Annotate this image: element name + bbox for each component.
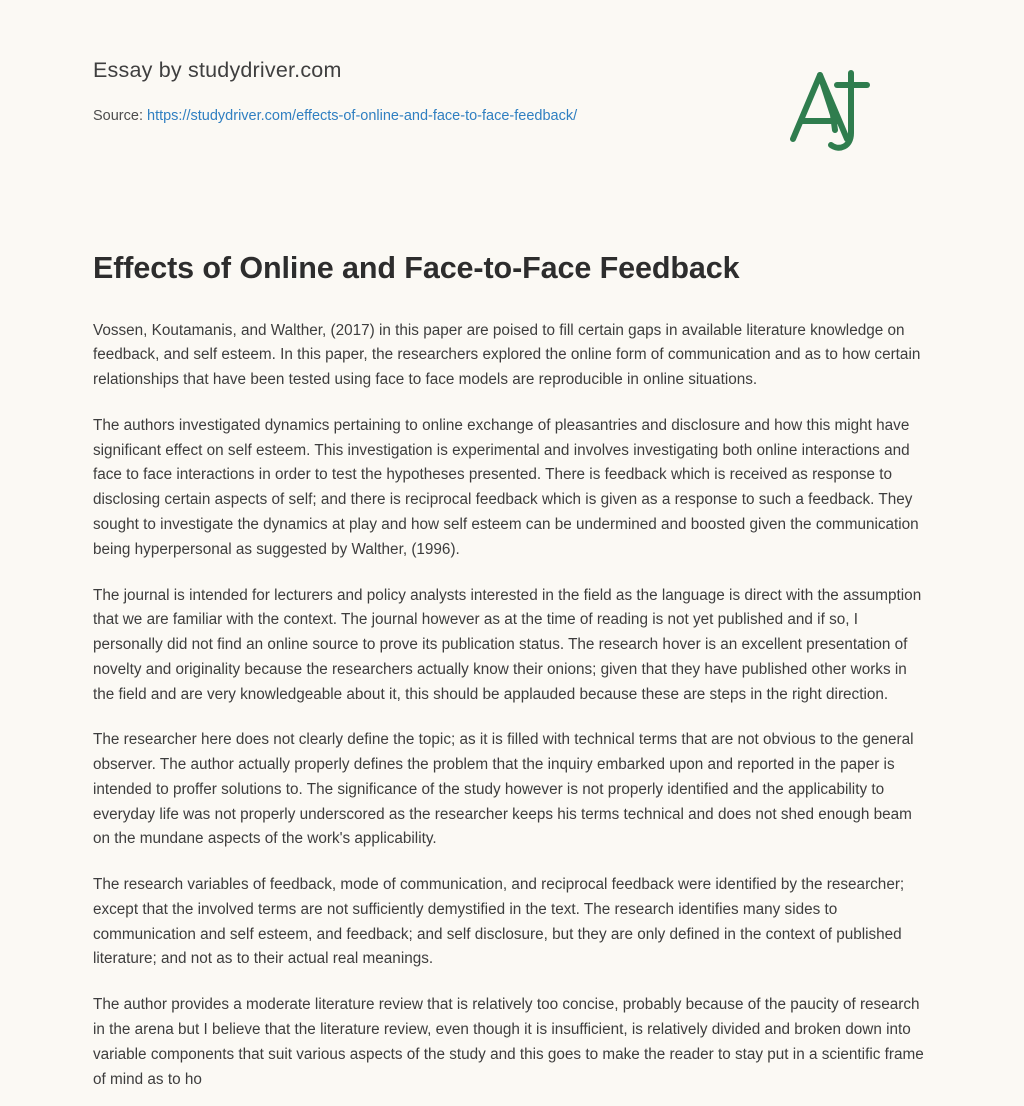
article-paragraph: The journal is intended for lecturers and policy analysts interested in the field as the language is direct with the assumption that we are familiar with the context. The journal however as at the time of reading is not yet published and if so, I personally did not find an online source to prove its publication status. The research hover is an excellent presentation of novelty and originality because the researchers actually know their onions; given that they have published other works in the field and are very knowledgeable about it, this should be applauded because these are steps in the right direction. (93, 586, 922, 703)
article-paragraph: The author provides a moderate literature review that is relatively too concise, probably because of the paucity of research in the arena but I believe that the literature review, even though it is insufficient, is relatively divided and broken down into variable components that suit various aspects of the study and this goes to make the reader to stay put in a scientific frame of mind as to ho (93, 996, 924, 1088)
page-title: Effects of Online and Face-to-Face Feedback (93, 251, 740, 285)
essay-by-prefix: Essay by (93, 58, 189, 82)
brand-name: studydriver.com (188, 58, 342, 82)
source-label: Source: (93, 108, 147, 124)
studydriver-logo-icon (773, 55, 883, 165)
document-header (93, 0, 931, 124)
article-paragraph: The authors investigated dynamics pertaining to online exchange of pleasantries and disclosure and how this might have significant effect on self esteem. This investigation is experimental and involves investigating both online interactions and face to face interactions in order to test the hypotheses presented. There is feedback which is received as response to disclosing certain aspects of self; and there is reciprocal feedback which is given as a response to such a feedback. They sought to investigate the dynamics at play and how self esteem can be undermined and boosted given the communication being hyperpersonal as suggested by Walther, (1996). (93, 416, 919, 558)
article-body (93, 289, 931, 1093)
source-url-link[interactable]: https://studydriver.com/effects-of-online-and-face-to-face-feedback/ (147, 108, 578, 124)
article-paragraph: Vossen, Koutamanis, and Walther, (2017) in this paper are poised to fill certain gaps in available literature knowledge on feedback, and self esteem. In this paper, the researchers explored the online form of communication and as to how certain relationships that have been tested using face to face models are reproducible in online situations. (93, 321, 921, 389)
article-paragraph: The researcher here does not clearly define the topic; as it is filled with technical terms that are not obvious to the general observer. The author actually properly defines the problem that the inquiry embarked upon and reported in the paper is intended to proffer solutions to. The significance of the study however is not properly identified and the applicability to everyday life was not properly underscored as the researcher keeps his terms technical and does not shed enough beam on the mundane aspects of the work's applicability. (93, 731, 914, 848)
article-paragraph: The research variables of feedback, mode of communication, and reciprocal feedback were identified by the researcher; except that the involved terms are not sufficiently demystified in the text. The research identifies many sides to communication and self esteem, and feedback; and self disclosure, but they are only defined in the context of published literature; and not as to their actual real meanings. (93, 876, 905, 968)
